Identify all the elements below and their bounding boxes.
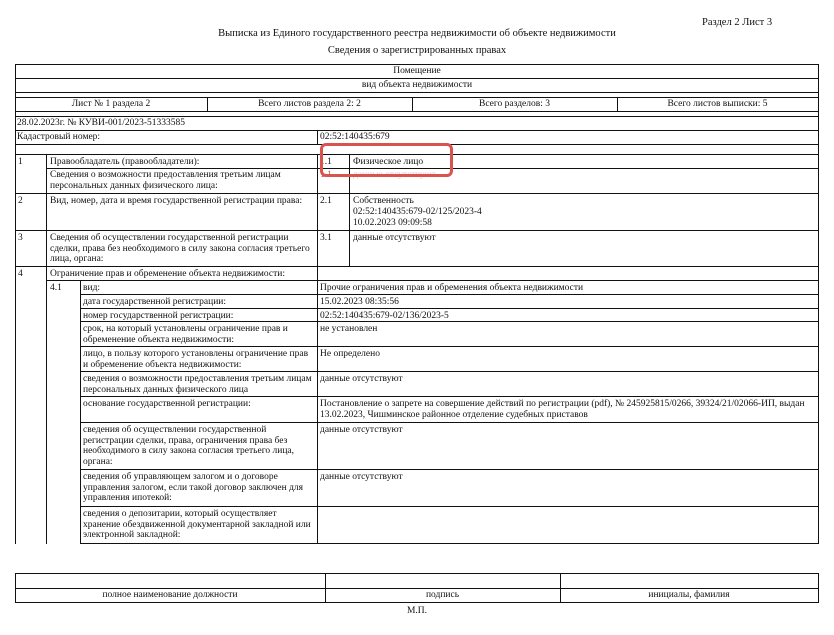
term-label: срок, на который установлены ограничение прав и обременение объекта недвижимости: — [83, 324, 288, 345]
row-3-label: Сведения об осуществлении государственной регистрации сделки, права без необходимого в силу закона согласия третьего лица, органа: — [50, 233, 310, 265]
total-sheets-extract: Всего листов выписки: 5 — [667, 99, 768, 109]
initials-caption: инициалы, фамилия — [648, 590, 730, 600]
row-1-number: 1 — [18, 157, 23, 167]
row-2-reg-number: 02:52:140435:679-02/125/2023-4 — [353, 207, 482, 217]
term-value: не установлен — [320, 324, 378, 334]
reg-date-label: дата государственной регистрации: — [83, 297, 227, 307]
encumbrance-type-value: Прочие ограничения прав и обременения объекта недвижимости — [320, 283, 584, 293]
row-2-number: 2 — [18, 196, 23, 206]
beneficiary-value: Не определено — [320, 349, 380, 359]
row-2-reg-datetime: 10.02.2023 09:09:58 — [353, 218, 432, 228]
row-1-subnumber-2: 1.1 — [320, 170, 332, 180]
row-4-number: 4 — [18, 269, 23, 279]
registration-basis-label: основание государственной регистрации: — [83, 399, 251, 409]
row-1-label-2: Сведения о возможности предоставления третьим лицам персональных данных физического лица: — [50, 170, 281, 191]
object-name: Помещение — [393, 66, 441, 76]
row-4-label: Ограничение прав и обременение объекта недвижимости: — [50, 269, 285, 279]
section-sheet-label: Раздел 2 Лист 3 — [702, 17, 773, 28]
sheet-number: Лист № 1 раздела 2 — [71, 99, 151, 109]
row-2-subnumber: 2.1 — [320, 196, 332, 206]
beneficiary-label: лицо, в пользу которого установлены ограничение прав и обременение объекта недвижимости: — [83, 349, 309, 370]
no-consent-value: данные отсутствуют — [320, 425, 403, 435]
total-sections: Всего разделов: 3 — [478, 99, 550, 109]
position-caption: полное наименование должности — [102, 590, 238, 600]
highlight-annotation — [320, 143, 453, 177]
row-4-subnumber: 4.1 — [50, 283, 62, 293]
row-1-label: Правообладатель (правообладатели): — [50, 157, 200, 167]
row-2-label: Вид, номер, дата и время государственной регистрации права: — [50, 196, 303, 206]
document-title: Выписка из Единого государственного реестра недвижимости об объекте недвижимости — [218, 28, 616, 39]
object-type-label: вид объекта недвижимости — [361, 80, 473, 90]
cadastral-label: Кадастровый номер: — [17, 132, 101, 142]
total-sheets-section: Всего листов раздела 2: 2 — [258, 99, 361, 109]
row-3-number: 3 — [18, 233, 23, 243]
pledge-manager-value: данные отсутствуют — [320, 472, 403, 482]
row-3-value: данные отсутствуют — [353, 233, 436, 243]
depositary-label: сведения о депозитарии, который осуществляет хранение обездвиженной документарной закладной или электронной закладной: — [83, 509, 311, 541]
date-number: 28.02.2023г. № КУВИ-001/2023-51333585 — [17, 118, 186, 128]
row-1-subnumber: 1.1 — [320, 157, 332, 167]
row-1-value-2: данные отсутствуют — [353, 170, 436, 180]
row-3-subnumber: 3.1 — [320, 233, 332, 243]
cadastral-value: 02:52:140435:679 — [320, 132, 390, 142]
reg-number-label: номер государственной регистрации: — [83, 311, 234, 321]
personal-data-label: сведения о возможности предоставления третьим лицам персональных данных физического лица — [83, 374, 312, 395]
row-1-value: Физическое лицо — [353, 157, 424, 167]
encumbrance-type-label: вид: — [83, 283, 101, 293]
pledge-manager-label: сведения об управляющем залогом и о договоре управления залогом, если такой договор заключен для управления ипотекой: — [83, 472, 304, 504]
personal-data-value: данные отсутствуют — [320, 374, 403, 384]
registration-basis-value: Постановление о запрете на совершение действий по регистрации (pdf), № 245925815/0266, 39324/21/02066-ИП, выдан 13.02.2023, Чишминское районное отделение судебных приставов — [320, 399, 805, 420]
reg-number-value: 02:52:140435:679-02/136/2023-5 — [320, 311, 449, 321]
document-subtitle: Сведения о зарегистрированных правах — [327, 45, 507, 56]
reg-date-value: 15.02.2023 08:35:56 — [320, 297, 399, 307]
stamp-label: М.П. — [406, 606, 428, 616]
row-2-right-type: Собственность — [353, 196, 414, 206]
signature-caption: подпись — [425, 590, 460, 600]
no-consent-label: сведения об осуществлении государственной регистрации сделки, права, ограничения права без необходимого в силу закона согласия третьего лица, органа: — [83, 425, 295, 467]
